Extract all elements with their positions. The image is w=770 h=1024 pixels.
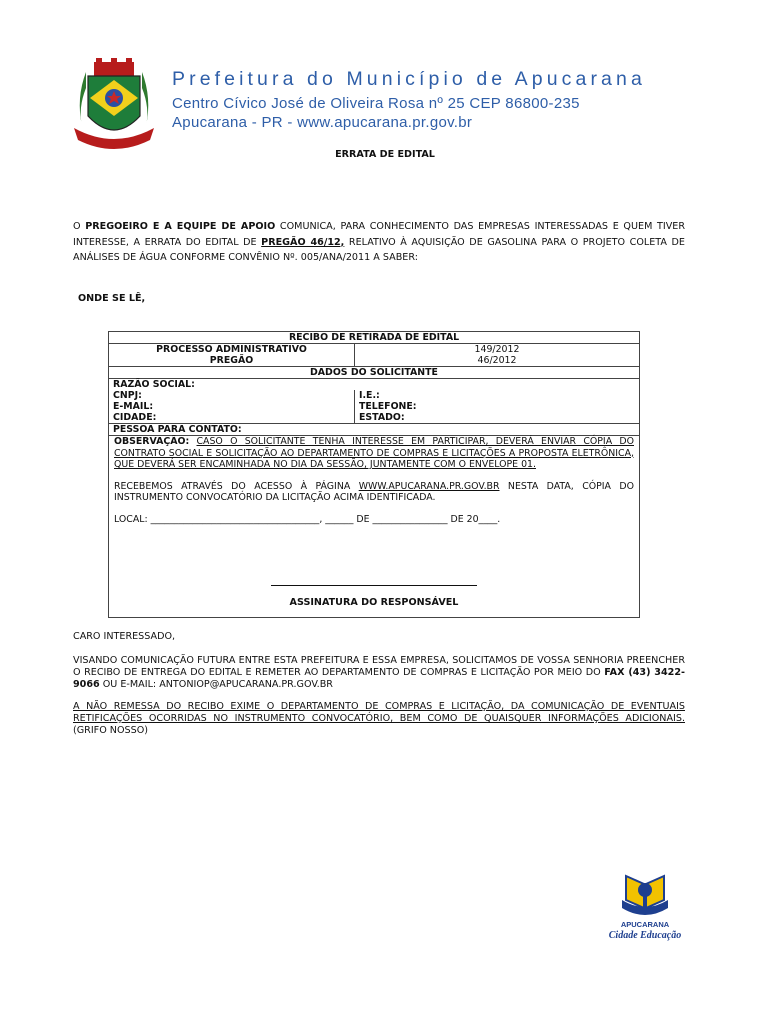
estado-label: ESTADO: bbox=[359, 412, 405, 423]
receipt-form bbox=[108, 331, 640, 618]
processo-value: 149/2012 bbox=[474, 344, 520, 355]
observacao-label: OBSERVAÇÃO: bbox=[114, 436, 190, 447]
grifo-nosso: (GRIFO NOSSO) bbox=[73, 725, 148, 736]
observacao-paragraph bbox=[114, 436, 634, 471]
recebemos-text: RECEBEMOS ATRAVÉS DO ACESSO À PÁGINA bbox=[114, 480, 359, 492]
onde-se-le-heading: ONDE SE LÊ, bbox=[78, 293, 146, 304]
razao-row bbox=[109, 379, 639, 390]
caro-interessado: CARO INTERESSADO, bbox=[73, 631, 176, 642]
dados-title-row bbox=[109, 367, 639, 379]
telefone-label: TELEFONE: bbox=[359, 401, 417, 412]
intro-pregoeiro: PREGOEIRO E A EQUIPE DE APOIO bbox=[85, 221, 276, 232]
logo-slogan: Cidade Educação bbox=[608, 930, 682, 941]
razao-social-label: RAZÃO SOCIAL: bbox=[113, 379, 195, 390]
cidade-row bbox=[109, 412, 639, 424]
processo-label: PROCESSO ADMINISTRATIVO bbox=[109, 344, 355, 355]
cnpj-label: CNPJ: bbox=[109, 390, 355, 401]
email-row bbox=[109, 401, 639, 412]
intro-paragraph bbox=[73, 219, 685, 266]
cnpj-row bbox=[109, 390, 639, 401]
visando-email: OU E-MAIL: ANTONIOP@APUCARANA.PR.GOV.BR bbox=[99, 679, 333, 690]
pregao-label: PREGÃO bbox=[109, 355, 355, 366]
pregao-value: 46/2012 bbox=[477, 355, 517, 366]
intro-pregao-ref: PREGÃO 46/12, bbox=[261, 236, 345, 248]
logo-city-name: APUCARANA bbox=[620, 920, 670, 929]
visando-text: VISANDO COMUNICAÇÃO FUTURA ENTRE ESTA PREFEITURA E ESSA EMPRESA, SOLICITAMOS DE VOSSA SENHORIA PREENCHER O RECIBO DE ENTREGA DO EDITAL E REMETER AO DEPARTAMENTO DE COMPRAS E LICITAÇÃO POR MEIO DO bbox=[73, 655, 685, 678]
observacao-block bbox=[109, 436, 639, 525]
municipal-crest-logo bbox=[68, 58, 160, 152]
recebemos-text: NESTA DATA, CÓPIA DO INSTRUMENTO CONVOCATÓRIO DA LICITAÇÃO ACIMA IDENTIFICADA. bbox=[114, 480, 635, 503]
email-label: E-MAIL: bbox=[109, 401, 355, 412]
cidade-label: CIDADE: bbox=[109, 412, 355, 423]
visando-paragraph bbox=[73, 655, 685, 691]
form-title-row bbox=[109, 332, 639, 344]
signature-label: ASSINATURA DO RESPONSÁVEL bbox=[289, 597, 459, 608]
form-title: RECIBO DE RETIRADA DE EDITAL bbox=[288, 332, 460, 343]
processo-row bbox=[109, 344, 639, 355]
pessoa-contato-label: PESSOA PARA CONTATO: bbox=[113, 424, 242, 435]
dados-title: DADOS DO SOLICITANTE bbox=[310, 367, 438, 378]
pessoa-row bbox=[109, 424, 639, 436]
header-city-website: Apucarana - PR - www.apucarana.pr.gov.br bbox=[172, 114, 473, 131]
local-data-line: LOCAL: ____________________________________, ______ DE ________________ DE 20____. bbox=[114, 513, 501, 525]
observacao-text: CASO O SOLICITANTE TENHA INTERESSE EM PARTICIPAR, DEVERÁ ENVIAR CÓPIA DO CONTRATO SOCIAL E SOLICITAÇÃO AO DEPARTAMENTO DE COMPRAS E LICITAÇÕES A PROPOSTA ELETRÔNICA, QUE DEVERÁ SER ENCAMINHADA NO DIA DA SESSÃO, JUNTAMENTE COM O ENVELOPE 01. bbox=[114, 436, 634, 470]
ie-label: I.E.: bbox=[359, 390, 380, 401]
header-address: Centro Cívico José de Oliveira Rosa nº 25 CEP 86800-235 bbox=[172, 95, 580, 112]
website-link[interactable]: WWW.APUCARANA.PR.GOV.BR bbox=[358, 480, 500, 492]
intro-text: COMUNICA, PARA CONHECIMENTO DAS EMPRESAS INTERESSADAS E QUEM TIVER INTERESSE, A ERRATA DO EDITAL DE bbox=[73, 221, 686, 248]
fax-number: FAX (43) 3422-9066 bbox=[73, 667, 685, 690]
aviso-paragraph bbox=[73, 701, 685, 737]
recebemos-paragraph bbox=[114, 481, 634, 504]
intro-text: O bbox=[73, 221, 86, 232]
intro-text: RELATIVO À AQUISIÇÃO DE GASOLINA PARA O PROJETO COLETA DE ANÁLISES DE ÁGUA CONFORME CONVÊNIO Nº. 005/ANA/2011 A SABER: bbox=[73, 236, 685, 263]
signature-line bbox=[271, 585, 477, 586]
document-title: ERRATA DE EDITAL bbox=[335, 149, 435, 160]
aviso-text: A NÃO REMESSA DO RECIBO EXIME O DEPARTAMENTO DE COMPRAS E LICITAÇÃO, DA COMUNICAÇÃO DE EVENTUAIS RETIFICAÇÕES OCORRIDAS NO INSTRUMENTO CONVOCATÓRIO, BEM COMO DE QUAISQUER INFORMAÇÕES ADICIONAIS. bbox=[73, 701, 685, 724]
municipality-title: Prefeitura do Município de Apucarana bbox=[172, 68, 646, 90]
pregao-row bbox=[109, 355, 639, 367]
